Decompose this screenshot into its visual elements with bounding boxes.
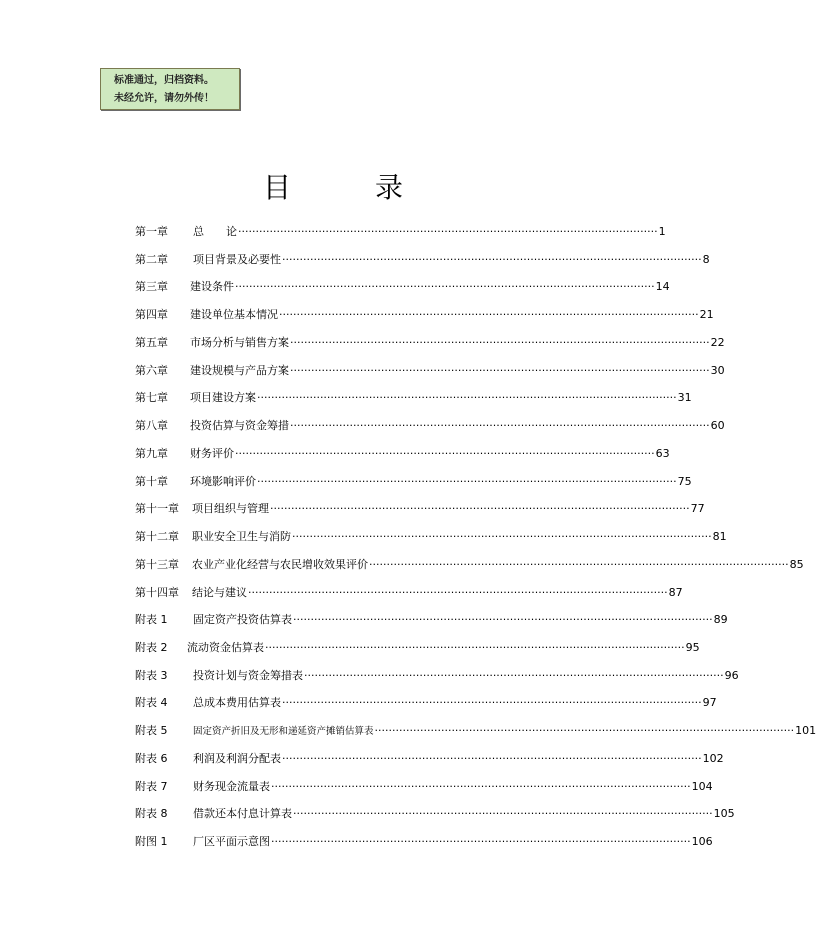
toc-entry-title: 建设单位基本情况 <box>190 308 278 322</box>
stamp-line-1: 标准通过，归档资料。 <box>114 75 214 86</box>
toc-entry-title: 环境影响评价 <box>190 474 256 488</box>
toc-entry-page: 14 <box>655 280 670 294</box>
toc-entry-page: 30 <box>710 363 725 377</box>
toc-entry[interactable] <box>135 694 717 722</box>
toc-entry[interactable] <box>135 528 727 556</box>
toc-entry-page: 87 <box>668 585 683 599</box>
toc-leader-dots: ························································································································ <box>271 835 691 849</box>
toc-entry-page: 21 <box>699 308 714 322</box>
toc-entry-title: 建设规模与产品方案 <box>190 363 289 377</box>
toc-leader-dots: ························································································································ <box>271 779 691 793</box>
toc-entry-label: 第十二章 <box>135 530 179 544</box>
toc-leader-dots: ························································································································ <box>257 474 677 488</box>
toc-entry-page: 95 <box>685 641 700 655</box>
toc-entry-title: 市场分析与销售方案 <box>190 335 289 349</box>
toc-leader-dots: ························································································································ <box>282 751 702 765</box>
toc-entry[interactable] <box>135 805 735 833</box>
toc-entry[interactable] <box>135 362 725 390</box>
toc-entry-page: 31 <box>677 391 692 405</box>
toc-entry-page: 22 <box>710 335 725 349</box>
toc-entry-title: 固定资产投资估算表 <box>193 613 292 627</box>
page-title-char-1: 目 <box>263 171 292 204</box>
toc-entry-title: 结论与建议 <box>192 585 247 599</box>
toc-leader-dots: ························································································································ <box>265 641 685 655</box>
toc-entry-label: 第二章 <box>135 252 168 266</box>
toc-entry-title: 总 论 <box>193 225 237 238</box>
toc-entry[interactable] <box>135 417 725 445</box>
toc-entry-label: 第四章 <box>135 308 168 322</box>
toc-entry-title: 总成本费用估算表 <box>193 696 281 710</box>
toc-entry-page: 81 <box>712 530 727 544</box>
toc-entry-page: 8 <box>702 252 710 266</box>
toc-entry-label: 第七章 <box>135 391 168 405</box>
toc-entry-label: 附表 5 <box>135 724 168 738</box>
toc-leader-dots: ························································································································ <box>369 557 789 571</box>
toc-entry-page: 1 <box>658 225 666 238</box>
toc-entry[interactable] <box>135 223 666 251</box>
toc-entry-page: 85 <box>789 557 804 571</box>
toc-entry-label: 附表 2 <box>135 641 168 655</box>
toc-entry-page: 105 <box>713 807 735 821</box>
toc-entry-label: 附表 3 <box>135 668 168 682</box>
toc-entry[interactable] <box>135 611 728 639</box>
page-title-char-2: 录 <box>375 171 404 204</box>
toc-entry[interactable] <box>135 306 714 334</box>
toc-entry-title: 固定资产折旧及无形和递延资产摊销估算表 <box>193 726 374 738</box>
toc-leader-dots: ························································································································ <box>257 391 677 405</box>
toc-entry[interactable] <box>135 639 700 667</box>
toc-entry-title: 投资估算与资金筹措 <box>190 419 289 433</box>
toc-entry-label: 附表 4 <box>135 696 168 710</box>
toc-entry-title: 项目组织与管理 <box>192 502 269 516</box>
toc-entry-title: 厂区平面示意图 <box>193 835 270 849</box>
toc-entry-label: 附表 1 <box>135 613 168 627</box>
toc-entry-title: 项目背景及必要性 <box>193 252 281 266</box>
toc-entry[interactable] <box>135 389 692 417</box>
toc-entry[interactable] <box>135 750 724 778</box>
toc-entry[interactable] <box>135 251 710 279</box>
toc-leader-dots: ························································································································ <box>235 280 655 294</box>
toc-leader-dots: ························································································································ <box>290 363 710 377</box>
toc-entry-title: 建设条件 <box>190 280 234 294</box>
toc-leader-dots: ························································································································ <box>293 807 713 821</box>
toc-entry-page: 106 <box>691 835 713 849</box>
toc-entry-title: 借款还本付息计算表 <box>193 807 292 821</box>
toc-entry-label: 附表 6 <box>135 751 168 765</box>
toc-entry-label: 附表 8 <box>135 807 168 821</box>
toc-entry-label: 第十四章 <box>135 585 179 599</box>
toc-leader-dots: ························································································································ <box>235 446 655 460</box>
toc-entry-label: 第六章 <box>135 363 168 377</box>
toc-entry[interactable] <box>135 778 713 806</box>
toc-entry-page: 63 <box>655 446 670 460</box>
toc-entry[interactable] <box>135 584 683 612</box>
toc-entry-title: 财务评价 <box>190 446 234 460</box>
toc-entry[interactable] <box>135 667 739 695</box>
toc-leader-dots: ························································································································ <box>293 613 713 627</box>
toc-entry-page: 75 <box>677 474 692 488</box>
toc-entry-label: 第五章 <box>135 335 168 349</box>
toc-entry[interactable] <box>135 556 804 584</box>
toc-entry[interactable] <box>135 500 705 528</box>
toc-entry[interactable] <box>135 445 670 473</box>
toc-entry-title: 流动资金估算表 <box>187 641 264 655</box>
toc-entry-title: 农业产业化经营与农民增收效果评价 <box>192 557 368 571</box>
toc-entry-label: 第一章 <box>135 225 168 238</box>
toc-leader-dots: ························································································································ <box>279 308 699 322</box>
toc-entry-page: 102 <box>702 751 724 765</box>
toc-entry-page: 60 <box>710 419 725 433</box>
toc-entry[interactable] <box>135 833 713 861</box>
toc-entry[interactable] <box>135 334 725 362</box>
toc-leader-dots: ························································································································ <box>282 252 702 266</box>
toc-entry-label: 第十一章 <box>135 502 179 516</box>
toc-entry-label: 第三章 <box>135 280 168 294</box>
toc-entry-page: 104 <box>691 779 713 793</box>
toc-entry-title: 投资计划与资金筹措表 <box>193 668 303 682</box>
toc-entry-title: 职业安全卫生与消防 <box>192 530 291 544</box>
table-of-contents <box>135 223 816 861</box>
stamp-line-2: 未经允许，请勿外传！ <box>114 93 214 104</box>
toc-entry-page: 96 <box>724 668 739 682</box>
toc-leader-dots: ························································································································ <box>304 668 724 682</box>
toc-leader-dots: ························································································································ <box>248 585 668 599</box>
toc-entry-page: 89 <box>713 613 728 627</box>
toc-entry-page: 77 <box>690 502 705 516</box>
toc-leader-dots: ························································································································ <box>238 225 658 238</box>
toc-entry-label: 第十章 <box>135 474 168 488</box>
toc-entry-label: 第九章 <box>135 446 168 460</box>
toc-entry-title: 财务现金流量表 <box>193 779 270 793</box>
toc-leader-dots: ························································································································ <box>282 696 702 710</box>
toc-entry-label: 附表 7 <box>135 779 168 793</box>
toc-entry-label: 第十三章 <box>135 557 179 571</box>
toc-entry-title: 利润及利润分配表 <box>193 751 281 765</box>
toc-leader-dots: ························································································································ <box>270 502 690 516</box>
toc-leader-dots: ························································································································ <box>292 530 712 544</box>
toc-entry-page: 101 <box>795 724 816 738</box>
toc-entry-label: 附图 1 <box>135 835 168 849</box>
confidential-stamp <box>100 68 240 110</box>
toc-leader-dots: ························································································································ <box>290 335 710 349</box>
toc-entry[interactable] <box>135 473 692 501</box>
toc-leader-dots: ························································································································ <box>290 419 710 433</box>
toc-entry[interactable] <box>135 278 670 306</box>
toc-leader-dots: ························································································································ <box>374 724 795 738</box>
toc-entry[interactable] <box>135 722 816 750</box>
toc-entry-page: 97 <box>702 696 717 710</box>
toc-entry-title: 项目建设方案 <box>190 391 256 405</box>
toc-entry-label: 第八章 <box>135 419 168 433</box>
